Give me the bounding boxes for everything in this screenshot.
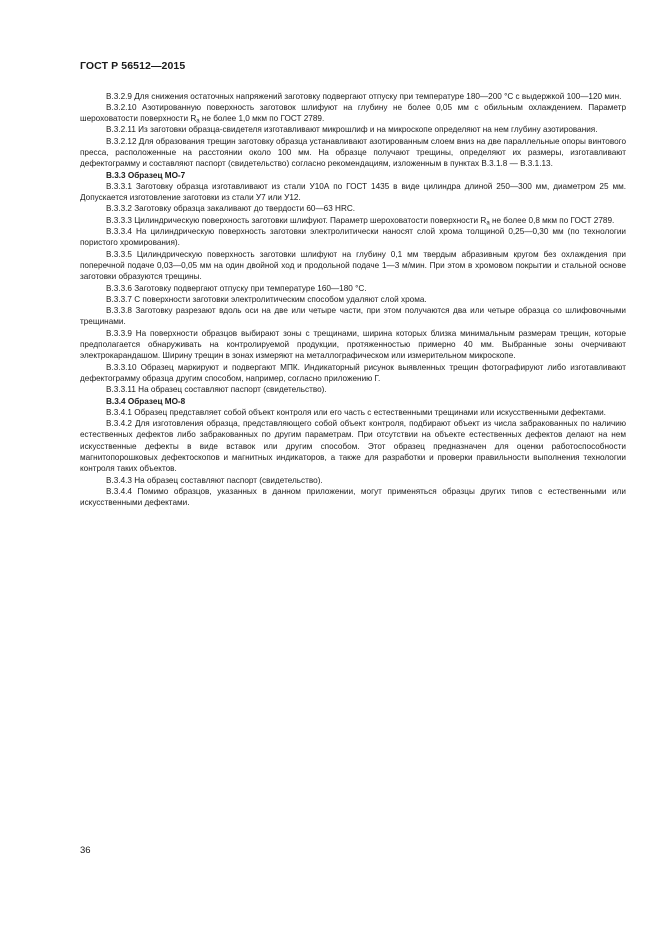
clause-b3211: В.3.2.11 Из заготовки образца-свидетеля изготавливают микрошлиф и на микроскопе определяют на нем глубину азотирования. bbox=[106, 125, 598, 135]
clause-b333 bbox=[80, 215, 626, 226]
document-standard-title: ГОСТ Р 56512—2015 bbox=[80, 60, 186, 72]
clause-b332: В.3.3.2 Заготовку образца закаливают до твердости 60—63 HRC. bbox=[106, 204, 356, 214]
clause-b337: В.3.3.7 С поверхности заготовки электролитическим способом удаляют слой хрома. bbox=[106, 294, 427, 304]
page-number: 36 bbox=[80, 845, 91, 856]
clause-text: В.3.3.3 Цилиндрическую поверхность заготовки шлифуют. Параметр шероховатости поверхности R bbox=[106, 215, 487, 225]
clause-b3210 bbox=[80, 102, 626, 125]
subscript: a bbox=[196, 118, 200, 125]
clause-b329: В.3.2.9 Для снижения остаточных напряжений заготовку подвергают отпуску при температуре 180—200 °С с выдержкой 100—120 мин. bbox=[106, 91, 622, 101]
section-heading-mo8: В.3.4 Образец МО-8 bbox=[106, 396, 186, 406]
subscript: a bbox=[486, 220, 490, 227]
document-body bbox=[80, 91, 626, 509]
clause-text: В.3.2.10 Азотированную поверхность заготовок шлифуют на глубину не более 0,05 мм с обильным охлаждением. Параметр шероховатости поверхности R bbox=[80, 102, 626, 124]
clause-b341: В.3.4.1 Образец представляет собой объект контроля или его часть с естественными трещинами или искусственными дефектами. bbox=[106, 407, 606, 417]
clause-b339: В.3.3.9 На поверхности образцов выбирают зоны с трещинами, ширина которых близка минимальным размерам трещин, которые предполагается обнаруживать на контролируемой продукции, протяженностью примерно 40 мм. Выбранные зоны очерчивают электрокарандашом. Ширину трещин в зонах измеряют на металлографическом или измерительном микроскопе. bbox=[80, 328, 626, 361]
clause-b335: В.3.3.5 Цилиндрическую поверхность заготовки шлифуют на глубину 0,1 мм твердым абразивным кругом без охлаждения при поперечной подаче 0,03—0,05 мм на один двойной ход и продольной подаче 1—3 м/мин. При этом в хромовом покрытии и стальной основе заготовки образуются трещины. bbox=[80, 249, 626, 282]
clause-b331: В.3.3.1 Заготовку образца изготавливают из стали У10А по ГОСТ 1435 в виде цилиндра длиной 250—300 мм, диаметром 25 мм. Допускается изготовление заготовки из стали У7 или У12. bbox=[80, 181, 626, 203]
clause-b3311: В.3.3.11 На образец составляют паспорт (свидетельство). bbox=[106, 385, 327, 395]
clause-b338: В.3.3.8 Заготовку разрезают вдоль оси на две или четыре части, при этом получаются два или четыре образца со шлифовочными трещинами. bbox=[80, 306, 626, 327]
clause-b342: В.3.4.2 Для изготовления образца, представляющего собой объект контроля, подбирают объект из числа забракованных по наличию естественных дефектов либо забракованных по другим параметрам. При отсутствии на объекте естественных дефектов делают на нем искусственные дефекты в виде вставок или другим способом. Этот образец предназначен для оценки работоспособности магнитопорошковых дефектоскопов и магнитных индикаторов, а также для разработки и проверки правильности выполнения технологии контроля таких объектов. bbox=[80, 419, 626, 474]
clause-b334: В.3.3.4 На цилиндрическую поверхность заготовки электролитически наносят слой хрома толщиной 0,25—0,30 мм (по технологии пористого хромирования). bbox=[80, 227, 626, 248]
clause-b336: В.3.3.6 Заготовку подвергают отпуску при температуре 160—180 °С. bbox=[106, 283, 367, 293]
clause-b343: В.3.4.3 На образец составляют паспорт (свидетельство). bbox=[106, 475, 323, 485]
clause-b3212: В.3.2.12 Для образования трещин заготовку образца устанавливают азотированным слоем вниз на две параллельные опоры винтового пресса, расположенные на расстоянии около 100 мм. На образце получают трещины, определяют их размеры, изготавливают дефектограмму и составляют паспорт (свидетельство) согласно рекомендациям, изложенным в пунктах В.3.1.8 — В.3.1.13. bbox=[80, 136, 626, 169]
clause-text-continued: не более 1,0 мкм по ГОСТ 2789. bbox=[199, 114, 325, 124]
section-heading-mo7: В.3.3 Образец МО-7 bbox=[106, 170, 186, 180]
clause-b3310: В.3.3.10 Образец маркируют и подвергают МПК. Индикаторный рисунок выявленных трещин фотографируют либо изготавливают дефектограмму образца другим способом, например, согласно приложению Г. bbox=[80, 362, 626, 383]
clause-b344: В.3.4.4 Помимо образцов, указанных в данном приложении, могут применяться образцы других типов с естественными или искусственными дефектами. bbox=[80, 486, 626, 508]
clause-text-continued: не более 0,8 мкм по ГОСТ 2789. bbox=[489, 215, 615, 225]
